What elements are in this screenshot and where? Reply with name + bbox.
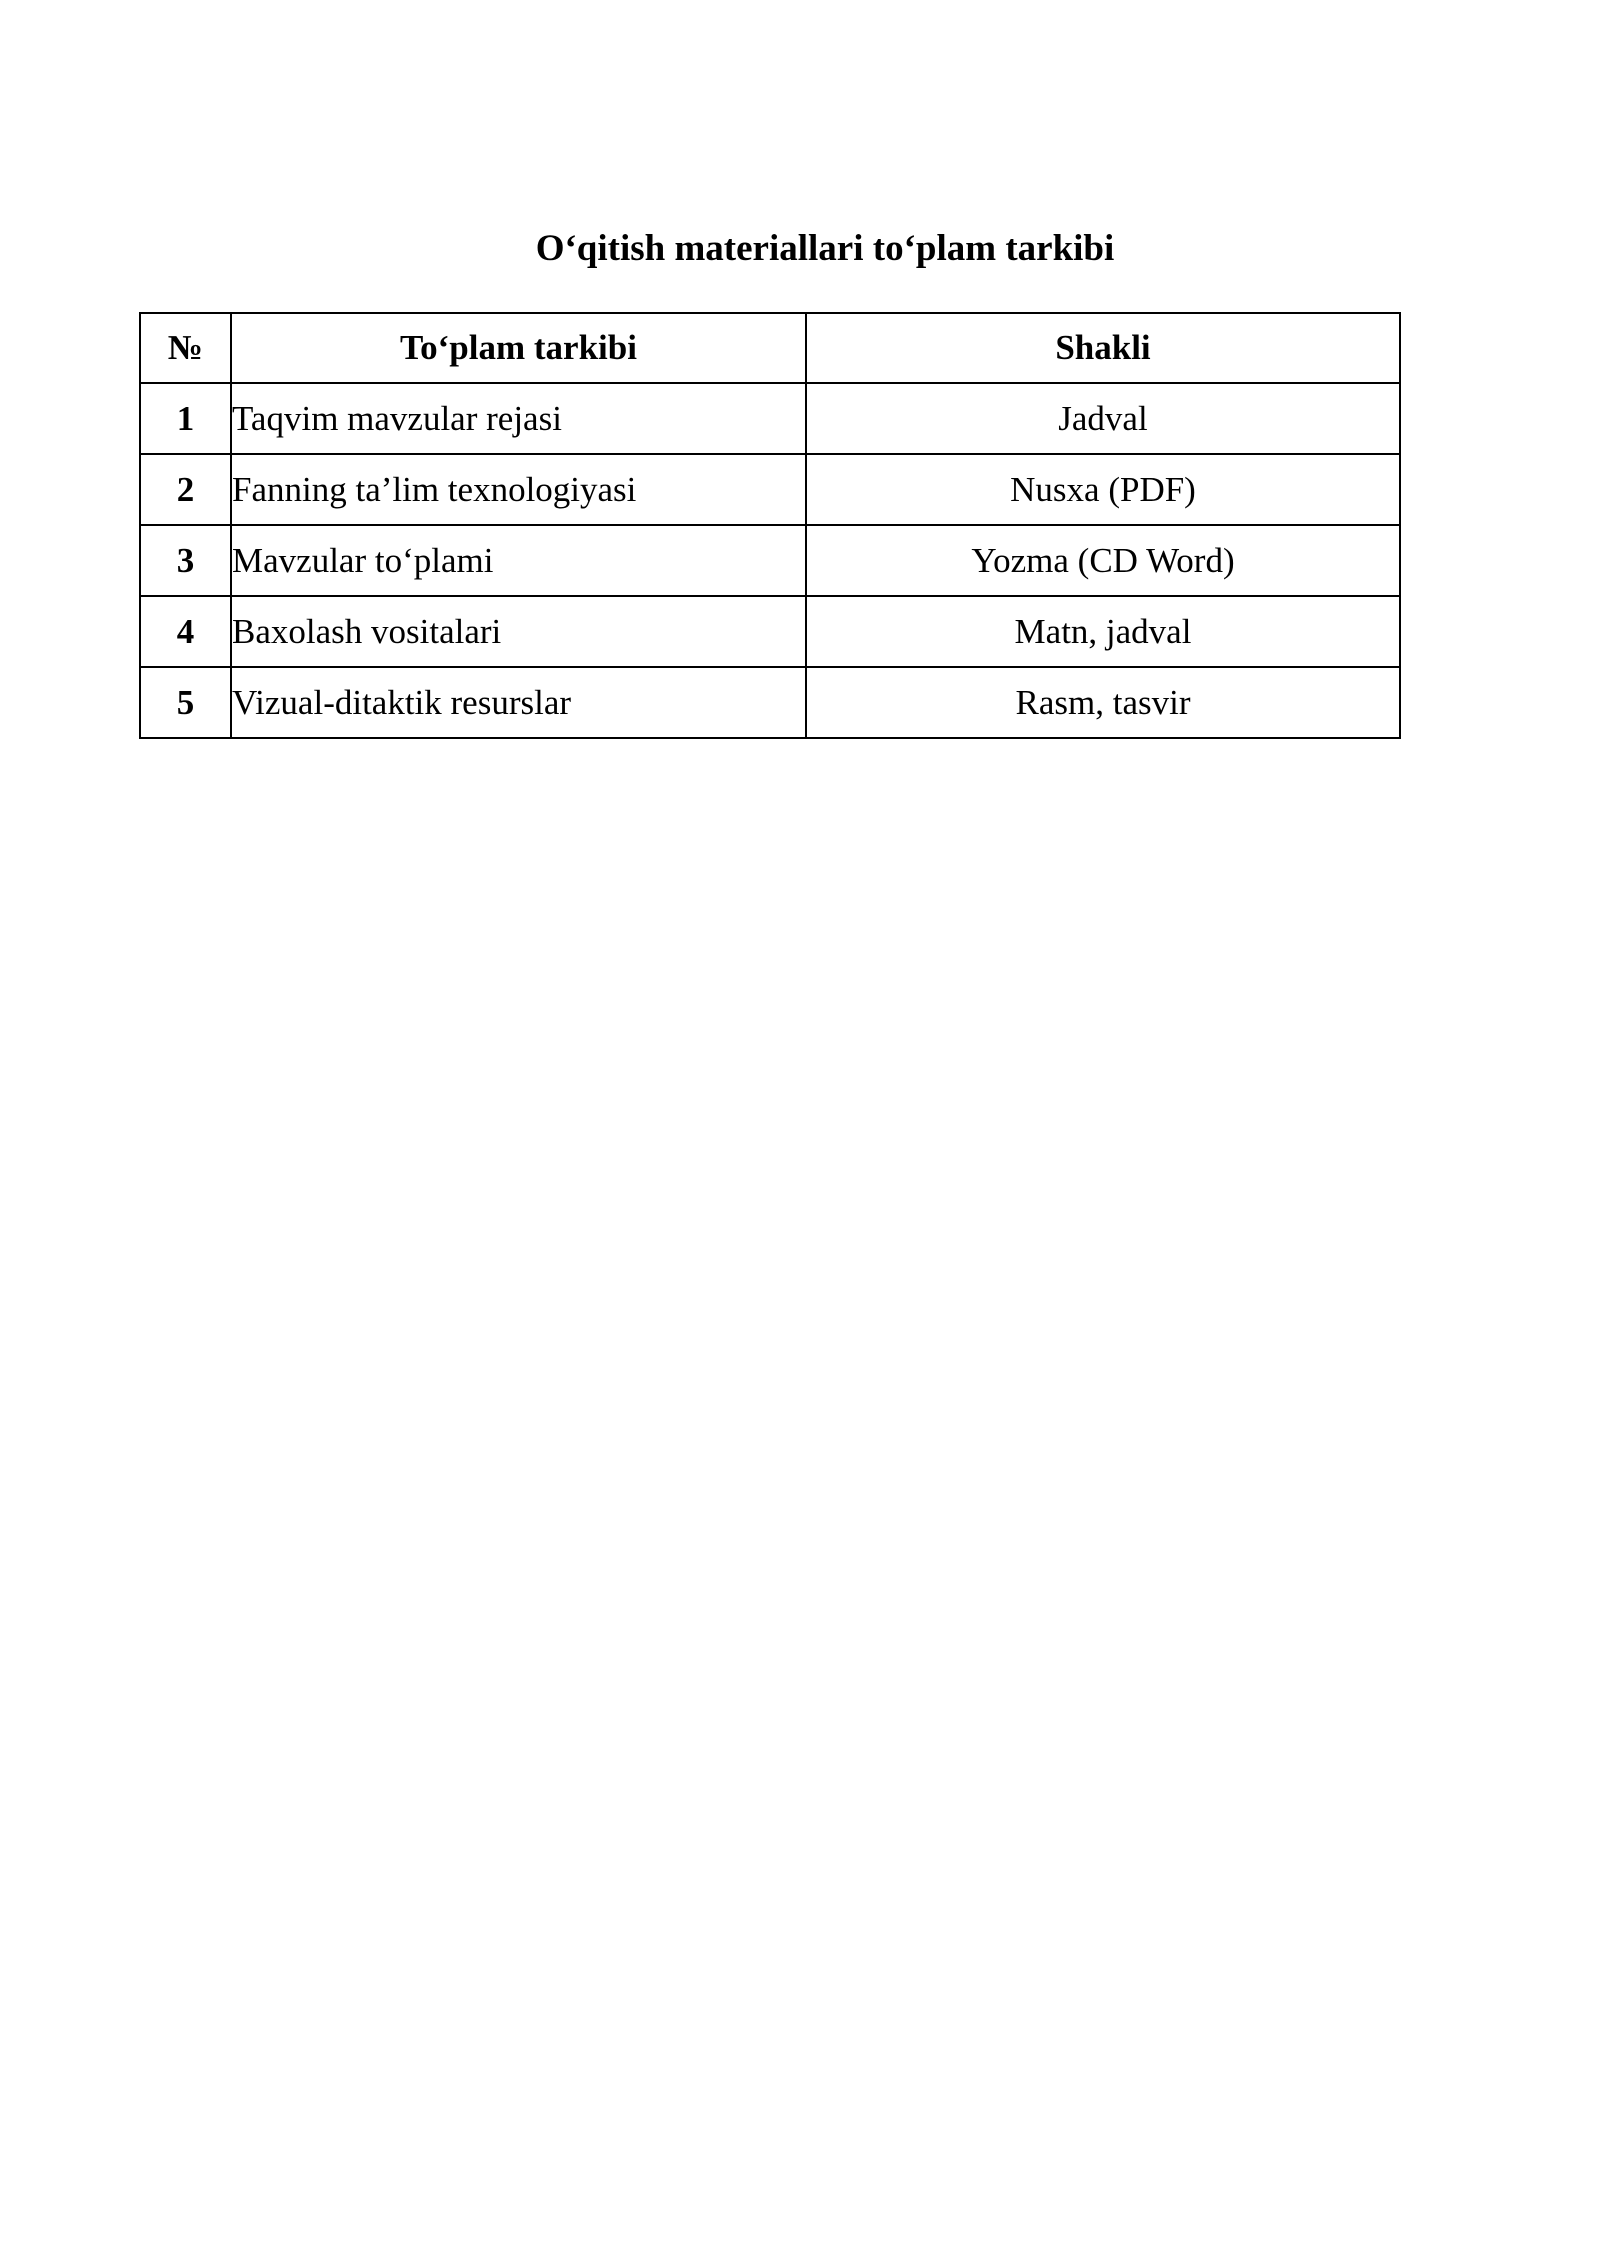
row-form: Jadval xyxy=(806,383,1400,454)
row-item: Mavzular to‘plami xyxy=(231,525,806,596)
row-number: 5 xyxy=(140,667,231,738)
table-header-row xyxy=(140,313,1400,383)
header-number: № xyxy=(140,313,231,383)
row-form: Matn, jadval xyxy=(806,596,1400,667)
table-row xyxy=(140,525,1400,596)
row-form: Rasm, tasvir xyxy=(806,667,1400,738)
row-number: 4 xyxy=(140,596,231,667)
row-form: Nusxa (PDF) xyxy=(806,454,1400,525)
row-number: 2 xyxy=(140,454,231,525)
row-number: 3 xyxy=(140,525,231,596)
row-item: Vizual-ditaktik resurslar xyxy=(231,667,806,738)
header-item: To‘plam tarkibi xyxy=(231,313,806,383)
row-number: 1 xyxy=(140,383,231,454)
table-row xyxy=(140,454,1400,525)
row-item: Baxolash vositalari xyxy=(231,596,806,667)
row-form: Yozma (CD Word) xyxy=(806,525,1400,596)
header-form: Shakli xyxy=(806,313,1400,383)
table-row xyxy=(140,596,1400,667)
table-row xyxy=(140,383,1400,454)
row-item: Fanning ta’lim texnologiyasi xyxy=(231,454,806,525)
row-item: Taqvim mavzular rejasi xyxy=(231,383,806,454)
table-row xyxy=(140,667,1400,738)
materials-table xyxy=(139,312,1401,739)
document-title: O‘qitish materiallari to‘plam tarkibi xyxy=(535,228,1115,269)
